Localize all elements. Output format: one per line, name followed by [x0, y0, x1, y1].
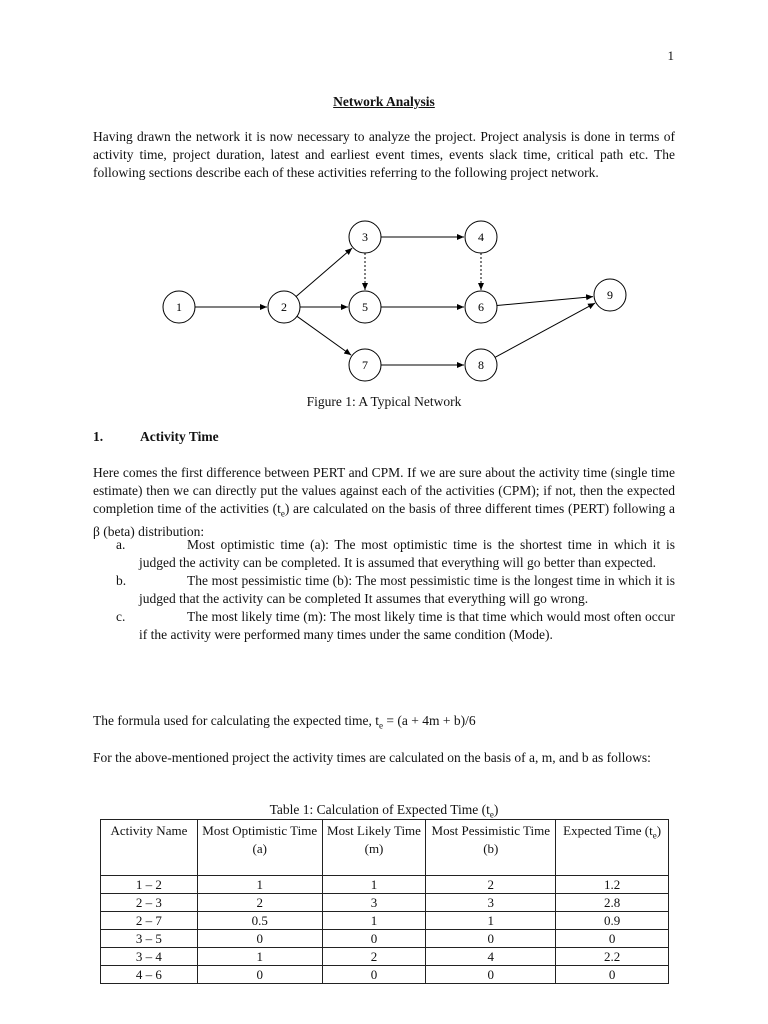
event-node-6	[465, 291, 497, 323]
intro-paragraph: Having drawn the network it is now necessary to analyze the project. Project analysis is done in terms of activity time, project duration, latest and earliest event times, events slack time, critical path etc. The following sections describe each of these activities referring to the following project network.	[93, 129, 675, 180]
formula-prefix: The formula used for calculating the expected time, t	[93, 713, 380, 728]
list-marker: a.	[116, 537, 126, 552]
expected-header-text: Expected Time (t	[563, 823, 653, 838]
table-row	[101, 930, 669, 948]
event-node-5	[349, 291, 381, 323]
event-node-4	[465, 221, 497, 253]
event-label: 5	[362, 300, 368, 314]
list-marker: c.	[116, 609, 126, 624]
cell: 1	[426, 912, 556, 930]
table-header-row	[101, 820, 669, 876]
cell: 3 – 4	[101, 948, 198, 966]
event-label: 7	[362, 358, 368, 372]
cell: 4	[426, 948, 556, 966]
event-node-7	[349, 349, 381, 381]
section-heading	[93, 429, 219, 445]
cell: 1	[322, 912, 426, 930]
table-intro-paragraph: For the above-mentioned project the activity times are calculated on the basis of a, m, and b as follows:	[93, 750, 651, 765]
event-node-9	[594, 279, 626, 311]
event-label: 2	[281, 300, 287, 314]
col-header-pessimistic: Most Pessimistic Time (b)	[426, 820, 556, 876]
expected-time-table	[100, 819, 669, 984]
event-label: 1	[176, 300, 182, 314]
table-row	[101, 966, 669, 984]
cell: 4 – 6	[101, 966, 198, 984]
network-diagram	[150, 215, 640, 390]
pert-text: Here comes the first difference between PERT and CPM. If we are sure about the activity time (single time estimate) then we can directly put the values against each of the activities (CPM); if not, then the expected completion time of the activities (t	[93, 465, 675, 516]
cell: 2	[322, 948, 426, 966]
cell: 2	[426, 876, 556, 894]
cell: 0	[322, 966, 426, 984]
activity-arrow-2-7	[297, 316, 351, 355]
cell: 2	[197, 894, 322, 912]
table-caption	[0, 802, 768, 820]
table-row	[101, 948, 669, 966]
cell: 0.9	[556, 912, 669, 930]
time-estimate-list	[93, 536, 675, 644]
cell: 0	[556, 930, 669, 948]
cell: 0	[426, 930, 556, 948]
table-caption-end: )	[493, 802, 499, 817]
cell: 0.5	[197, 912, 322, 930]
formula-suffix: = (a + 4m + b)/6	[383, 713, 476, 728]
cell: 0	[556, 966, 669, 984]
activity-arrow-8-9	[495, 303, 595, 357]
list-item	[93, 572, 675, 608]
event-node-1	[163, 291, 195, 323]
list-item	[93, 608, 675, 644]
expected-time-formula	[93, 713, 476, 731]
event-label: 6	[478, 300, 484, 314]
cell: 0	[426, 966, 556, 984]
page-number: 1	[667, 48, 674, 63]
formula-subscript: e	[379, 720, 384, 731]
col-header-optimistic: Most Optimistic Time (a)	[197, 820, 322, 876]
table-row	[101, 912, 669, 930]
cell: 3	[322, 894, 426, 912]
col-header-likely: Most Likely Time (m)	[322, 820, 426, 876]
list-text: The most likely time (m): The most likely time is that time which would most often occur if the activity were performed many times under the same condition (Mode).	[139, 609, 675, 642]
cell: 1	[322, 876, 426, 894]
cell: 1	[197, 876, 322, 894]
activity-arrow-6-9	[497, 297, 593, 306]
cell: 2 – 3	[101, 894, 198, 912]
event-label: 9	[607, 288, 613, 302]
section-number: 1.	[93, 429, 104, 444]
table-row	[101, 894, 669, 912]
cell: 3	[426, 894, 556, 912]
cell: 3 – 5	[101, 930, 198, 948]
cell: 2.2	[556, 948, 669, 966]
table-caption-subscript: e	[489, 809, 494, 820]
pert-text-tail: ) are calculated on the basis of three different times (PERT) following a β (beta) distribution:	[93, 501, 675, 539]
pert-subscript: e	[280, 508, 285, 519]
expected-header-subscript: e	[652, 830, 657, 841]
cell: 2.8	[556, 894, 669, 912]
event-node-2	[268, 291, 300, 323]
cell: 0	[197, 930, 322, 948]
col-header-expected	[556, 820, 669, 876]
event-label: 8	[478, 358, 484, 372]
table-caption-text: Table 1: Calculation of Expected Time (t	[269, 802, 490, 817]
cell: 1 – 2	[101, 876, 198, 894]
event-label: 3	[362, 230, 368, 244]
activity-arrow-2-3	[296, 248, 352, 296]
page-title: Network Analysis	[333, 94, 435, 109]
event-node-8	[465, 349, 497, 381]
table-row	[101, 876, 669, 894]
cell: 1.2	[556, 876, 669, 894]
cell: 2 – 7	[101, 912, 198, 930]
expected-header-end: )	[656, 823, 662, 838]
list-text: Most optimistic time (a): The most optimistic time is the shortest time in which it is judged the activity can be completed. It is assumed that everything will go better than expected.	[139, 537, 675, 570]
section-title: Activity Time	[140, 429, 219, 444]
figure-caption: Figure 1: A Typical Network	[306, 394, 462, 409]
cell: 0	[322, 930, 426, 948]
list-item	[93, 536, 675, 572]
list-text: The most pessimistic time (b): The most pessimistic time is the longest time in which it is judged that the activity can be completed It assumes that everything will go wrong.	[139, 573, 675, 606]
pert-paragraph	[93, 464, 675, 541]
event-label: 4	[478, 230, 484, 244]
list-marker: b.	[116, 573, 127, 588]
cell: 1	[197, 948, 322, 966]
event-node-3	[349, 221, 381, 253]
col-header-activity: Activity Name	[101, 820, 198, 876]
cell: 0	[197, 966, 322, 984]
